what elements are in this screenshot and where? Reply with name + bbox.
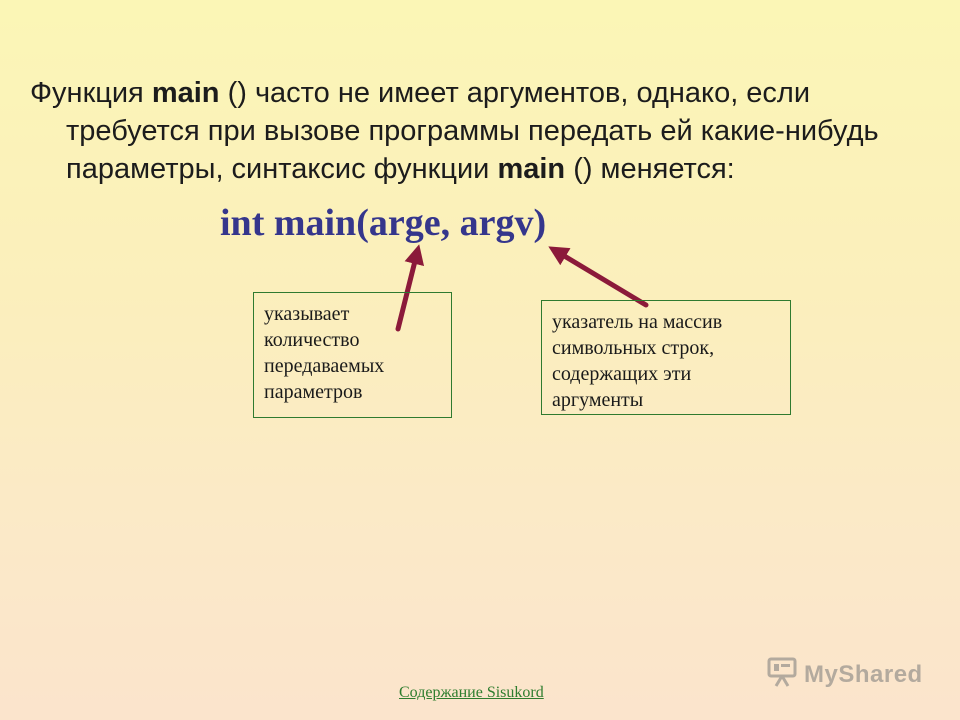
note-argc-description: указывает количество передаваемых параметров — [253, 292, 452, 418]
code-signature: int main(arge, argv) — [220, 202, 547, 244]
note-argv-description: указатель на массив символьных строк, содержащих эти аргументы — [541, 300, 791, 415]
watermark — [766, 656, 923, 693]
projector-screen-icon — [766, 656, 798, 693]
arrow-to-argv — [556, 251, 646, 305]
contents-link[interactable]: Содержание Sisukord — [399, 684, 544, 701]
intro-word-function: Функция — [30, 77, 144, 109]
keyword-main-1: main — [151, 77, 220, 109]
intro-text-part3: () меняется: — [573, 153, 735, 185]
keyword-main-2: main — [497, 153, 566, 185]
intro-text-part2: () часто не имеет аргументов, однако, если требуется при вызове программы передать ей какие-нибудь параметры, синтаксис функции — [66, 77, 879, 185]
watermark-text: MyShared — [804, 660, 923, 688]
